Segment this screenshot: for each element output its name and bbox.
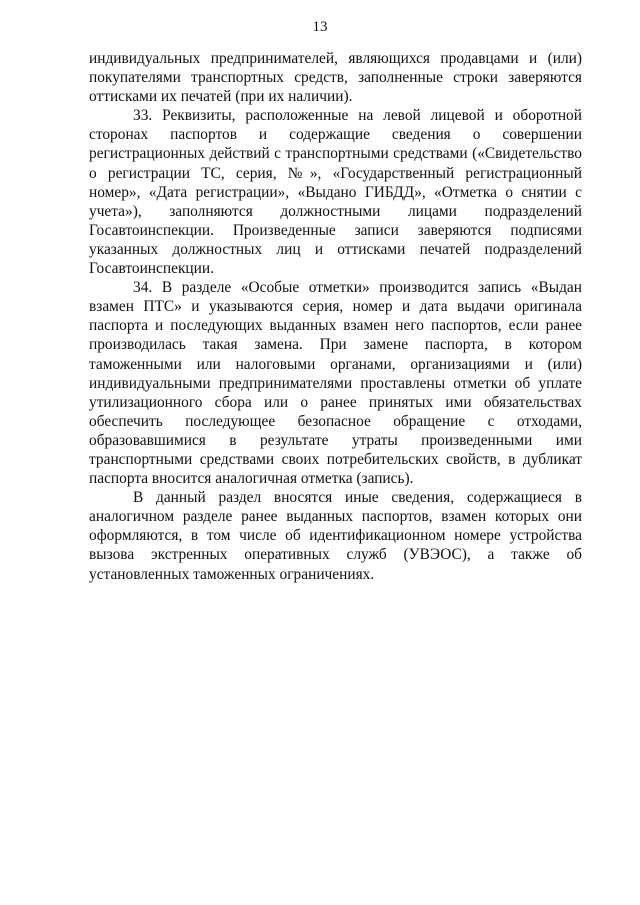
paragraph-continuation: индивидуальных предпринимателей, являющихся продавцами и (или) покупателями транспортных средств, заполненные строки заверяются оттисками их печатей (при их наличии). [89, 50, 582, 106]
paragraph-item-33: 33. Реквизиты, расположенные на левой лицевой и оборотной сторонах паспортов и содержащие сведения о совершении регистрационных действий с транспортными средствами («Свидетельство о регистрации ТС, серия, №», «Государственный регистрационный номер», «Дата регистрации», «Выдано ГИБДД», «Отметка о снятии с учета»), заполняются должностными лицами подразделений Госавтоинспекции. Произведенные записи заверяются подписями указанных должностных лиц и оттисками печатей подразделений Госавтоинспекции. [89, 107, 582, 278]
paragraph-item-34: 34. В разделе «Особые отметки» производится запись «Выдан взамен ПТС» и указываются серия, номер и дата выдачи оригинала паспорта и последующих выданных взамен него паспортов, если ранее производилась такая замена. При замене паспорта, в котором таможенными или налоговыми органами, организациями и (или) индивидуальными предпринимателями проставлены отметки об уплате утилизационного сбора или о ранее принятых ими обязательствах обеспечить последующее безопасное обращение с отходами, образовавшимися в результате утраты произведенными ими транспортными средствами своих потребительских свойств, в дубликат паспорта вносится аналогичная отметка (запись). [89, 279, 582, 488]
page-number: 13 [312, 19, 328, 35]
paragraph-item-34-continued: В данный раздел вносятся иные сведения, содержащиеся в аналогичном разделе ранее выданных паспортов, взамен которых они оформляются, в том числе об идентификационном номере устройства вызова экстренных оперативных служб (УВЭОС), а также об установленных таможенных ограничениях. [89, 489, 582, 583]
document-body [89, 49, 582, 584]
